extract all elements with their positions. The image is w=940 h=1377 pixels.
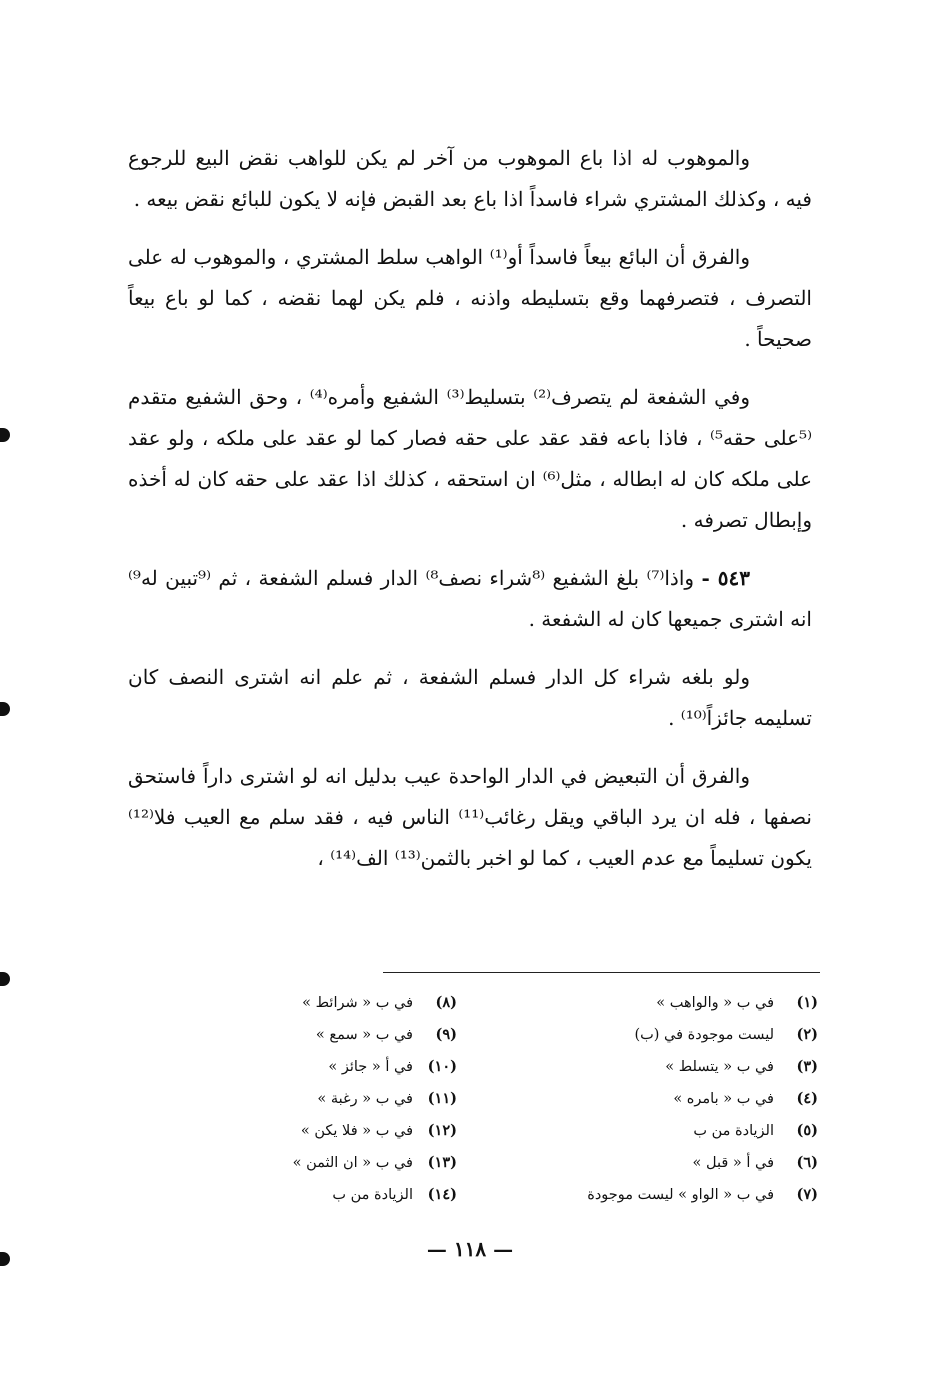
main-text bbox=[128, 138, 812, 896]
footnote: (٣)في ب « يتسلط » bbox=[665, 1058, 818, 1075]
footnote: (٨)في ب « شرائط » bbox=[302, 994, 457, 1011]
paragraph-3 bbox=[128, 377, 812, 541]
paragraph-4 bbox=[128, 558, 812, 640]
paragraph-2 bbox=[128, 237, 812, 360]
footnote: (٤)في ب « بامره » bbox=[673, 1090, 818, 1107]
paragraph-text: والموهوب له اذا باع الموهوب من آخر لم يكن للواهب نقض البيع للرجوع فيه ، وكذلك المشتري شراء فاسداً اذا باع بعد القبض فإنه لا يكون للبائع نقض بيعه . bbox=[128, 146, 812, 211]
footnotes-left-column bbox=[217, 987, 457, 1211]
footnote: (١١)في ب « رغبة » bbox=[317, 1090, 457, 1107]
footnote: (١٠)في أ « جائز » bbox=[328, 1058, 457, 1075]
footnotes-right-column bbox=[518, 987, 818, 1211]
paragraph-text: وفي الشفعة لم يتصرف⁽²⁾ بتسليط⁽³⁾ الشفيع وأمره⁽⁴⁾ ، وحق الشفيع متقدم ⁽⁵على حقه⁵⁾ ، فاذا باعه فقد عقد على حقه فصار كما لو عقد على ملكه ، ولو عقد على ملكه كان له ابطاله ، مثل⁽⁶⁾ ان استحقه ، كذلك اذا عقد على حقه كان له أخذه وإبطال تصرفه . bbox=[128, 385, 812, 532]
footnote: (٥)الزيادة من ب bbox=[693, 1122, 818, 1139]
paragraph-1 bbox=[128, 138, 812, 220]
footnote: (٦)في أ « قبل » bbox=[692, 1154, 818, 1171]
paragraph-text: والفرق أن البائع بيعاً فاسداً أو⁽¹⁾ الواهب سلط المشتري ، والموهوب له على التصرف ، فتصرفهما وقع بتسليطه واذنه ، فلم يكن لهما نقضه ، كما لو باع بيعاً صحيحاً . bbox=[128, 245, 812, 351]
scan-edge-mark bbox=[0, 428, 10, 442]
page-number: — ١١٨ — bbox=[426, 1237, 514, 1261]
footnote: (٩)في ب « سمع » bbox=[315, 1026, 457, 1043]
footnote: (٢)ليست موجودة في (ب) bbox=[634, 1026, 818, 1043]
scan-edge-mark bbox=[0, 972, 10, 986]
footnote: (١)في ب « والواهب » bbox=[656, 994, 818, 1011]
scan-edge-mark bbox=[0, 1252, 10, 1266]
footnote: (١٢)في ب « فلا يكن » bbox=[300, 1122, 457, 1139]
scan-edge-mark bbox=[0, 702, 10, 716]
paragraph-5 bbox=[128, 657, 812, 739]
footnote: (٧)في ب « الواو » ليست موجودة bbox=[587, 1186, 818, 1203]
footnote-separator bbox=[383, 972, 820, 973]
footnote: (١٣)في ب « ان الثمن » bbox=[292, 1154, 457, 1171]
footnote: (١٤)الزيادة من ب bbox=[332, 1186, 457, 1203]
paragraph-text: والفرق أن التبعيض في الدار الواحدة عيب بدليل انه لو اشترى داراً فاستحق نصفها ، فله ان يرد الباقي ويقل رغائب⁽¹¹⁾ الناس فيه ، فقد سلم مع العيب فلا⁽¹²⁾ يكون تسليماً مع عدم العيب ، كما لو اخبر بالثمن⁽¹³⁾ الف⁽¹⁴⁾ ، bbox=[128, 764, 812, 870]
paragraph-6 bbox=[128, 756, 812, 879]
paragraph-text: واذا⁽⁷⁾ بلغ الشفيع ⁽⁸شراء نصف⁸⁾ الدار فسلم الشفعة ، ثم ⁽⁹تبين له⁹⁾ انه اشترى جميعها كان له الشفعة . bbox=[128, 566, 812, 631]
section-number: ٥٤٣ - bbox=[701, 566, 751, 590]
paragraph-text: ولو بلغه شراء كل الدار فسلم الشفعة ، ثم علم انه اشترى النصف كان تسليمه جائزاً⁽¹⁰⁾ . bbox=[128, 665, 812, 730]
